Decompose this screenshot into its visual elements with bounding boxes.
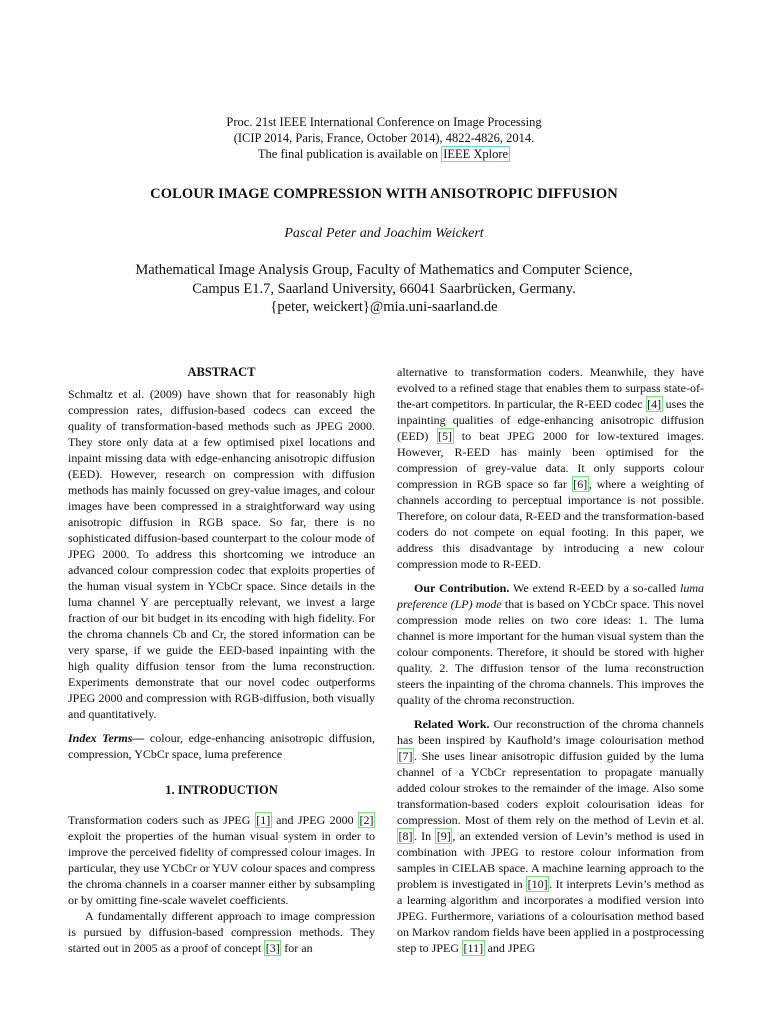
affiliation-line-1: Mathematical Image Analysis Group, Faculty of Mathematics and Computer Science, <box>135 262 633 278</box>
citation-10[interactable]: [10] <box>527 877 548 891</box>
intro-p2-text-a: A fundamentally different approach to image compression is pursued by diffusion-based compression methods. They started out in 2005 as a proof of concept <box>68 909 375 955</box>
intro-paragraph-2 <box>68 908 375 956</box>
related-work-label: Related Work. <box>414 717 490 731</box>
header-line-1: Proc. 21st IEEE International Conference on Image Processing <box>226 115 542 129</box>
right-paragraph-1 <box>397 364 704 572</box>
related-text-a: Our reconstruction of the chroma channels has been inspired by Kaufhold’s image colourisation method <box>397 717 704 747</box>
left-column <box>68 364 375 956</box>
header-line-2: (ICIP 2014, Paris, France, October 2014), 4822-4826, 2014. <box>233 131 535 145</box>
citation-9[interactable]: [9] <box>436 829 451 843</box>
abstract-text: Schmaltz et al. (2009) have shown that for reasonably high compression rates, diffusion-based codecs can exceed the quality of transformation-based methods such as JPEG 2000. They store only data at a few optimised pixel locations and inpaint missing data with edge-enhancing anisotropic diffusion (EED). However, research on compression with diffusion methods has mainly focussed on grey-value images, and colour images have been compressed in a straightforward way using anisotropic diffusion in RGB space. So far, there is no sophisticated diffusion-based counterpart to the colour mode of JPEG 2000. To address this shortcoming we introduce an advanced colour compression codec that exploits properties of the human visual system in YCbCr space. Since details in the luma channel Y are perceptually relevant, we invest a large fraction of our bit budget in its encoding with high fidelity. For the chroma channels Cb and Cr, the stored information can be very sparse, if we guide the EED-based inpainting with the high quality diffusion tensor from the luma reconstruction. Experiments demonstrate that our novel codec outperforms JPEG 2000 and compression with RGB-diffusion, both visually and quantitatively. <box>68 387 375 721</box>
right-p1-text-c: to beat JPEG 2000 for low-textured images. However, R-EED has mainly been optimised for the compression of grey-value data. It only supports colour compression in RGB space so far <box>397 429 704 491</box>
intro-p2-text-b: for an <box>281 941 313 955</box>
introduction-heading: 1. INTRODUCTION <box>165 783 278 797</box>
contribution-text-a: We extend R-EED by a so-called <box>509 581 680 595</box>
abstract-heading: ABSTRACT <box>187 365 256 379</box>
index-terms-text: colour, edge-enhancing anisotropic diffusion, compression, YCbCr space, luma preference <box>68 731 375 761</box>
citation-2[interactable]: [2] <box>359 813 374 827</box>
paper-title: COLOUR IMAGE COMPRESSION WITH ANISOTROPIC DIFFUSION <box>150 186 618 202</box>
affiliation-line-2: Campus E1.7, Saarland University, 66041 Saarbrücken, Germany. <box>192 280 576 297</box>
citation-1[interactable]: [1] <box>256 813 271 827</box>
citation-11[interactable]: [11] <box>463 941 484 955</box>
contribution-emphasis: luma preference (LP) mode <box>397 581 704 611</box>
related-text-d: , an extended version of Levin’s method is used in combination with JPEG to restore colour information from samples in CIELAB space. A machine learning approach to the problem is investigated in <box>397 829 704 891</box>
intro-p1-text-b: and JPEG 2000 <box>271 813 358 827</box>
index-terms <box>68 730 375 762</box>
right-p1-text-a: alternative to transformation coders. Meanwhile, they have evolved to a refined stage that enables them to surpass state-of-the-art competitors. In particular, the R-EED codec <box>397 365 704 411</box>
header-line-3 <box>0 146 768 162</box>
citation-8[interactable]: [8] <box>398 829 413 843</box>
affiliation-email: {peter, weickert}@mia.uni-saarland.de <box>270 299 498 315</box>
citation-3[interactable]: [3] <box>265 941 280 955</box>
ieee-xplore-link[interactable]: IEEE Xplore <box>443 147 509 161</box>
intro-paragraph-1 <box>68 812 375 908</box>
paper-authors: Pascal Peter and Joachim Weickert <box>284 226 484 241</box>
related-text-b: . She uses linear anisotropic diffusion guided by the luma channel of a YCbCr representation to propagate manually added colour strokes to the remainder of the image. Also some transformation-based coders exploit colourisation ideas for compression. Most of them rely on the method of Levin et al. <box>397 749 704 827</box>
contribution-paragraph <box>397 580 704 708</box>
related-work-paragraph <box>397 716 704 956</box>
intro-p1-text-c: exploit the properties of the human visual system in order to improve the perceived fidelity of compressed colour images. In particular, they use YCbCr or YUV colour spaces and compress the chroma channels in a coarser manner either by subsampling or by omitting fine-scale wavelet coefficients. <box>68 829 375 907</box>
publication-header <box>0 114 768 162</box>
citation-7[interactable]: [7] <box>398 749 413 763</box>
citation-4[interactable]: [4] <box>647 397 662 411</box>
right-p1-text-d: , where a weighting of channels according to perceptual importance is not possible. Therefore, on colour data, R-EED and the transformation-based coders do not compete on equal footing. In this paper, we address this disadvantage by introducing a new colour compression mode to R-EED. <box>397 477 704 571</box>
right-column <box>397 364 704 956</box>
intro-p1-text-a: Transformation coders such as JPEG <box>68 813 255 827</box>
right-p1-text-b: uses the inpainting qualities of edge-enhancing anisotropic diffusion (EED) <box>397 397 705 443</box>
contribution-text-b: that is based on YCbCr space. This novel compression mode relies on two core ideas: 1. The luma channel is more important for the human visual system than the colour components. Therefore, it should be stored with higher quality. 2. The diffusion tensor of the luma reconstruction steers the inpainting of the chroma channels. This improves the quality of the chroma reconstruction. <box>397 597 704 707</box>
citation-6[interactable]: [6] <box>573 477 588 491</box>
related-text-f: and JPEG <box>484 941 536 955</box>
related-text-e: . It interprets Levin’s method as a learning algorithm and incorporates a modified version into JPEG. Furthermore, variations of a colourisation method based on Markov random fields have been applied in a postprocessing step to JPEG <box>397 877 705 955</box>
index-terms-label: Index Terms— <box>68 731 145 745</box>
affiliation <box>0 261 768 317</box>
header-line-3-text: The final publication is available on <box>257 147 442 161</box>
related-text-c: . In <box>414 829 436 843</box>
contribution-label: Our Contribution. <box>414 581 510 595</box>
citation-5[interactable]: [5] <box>438 429 453 443</box>
